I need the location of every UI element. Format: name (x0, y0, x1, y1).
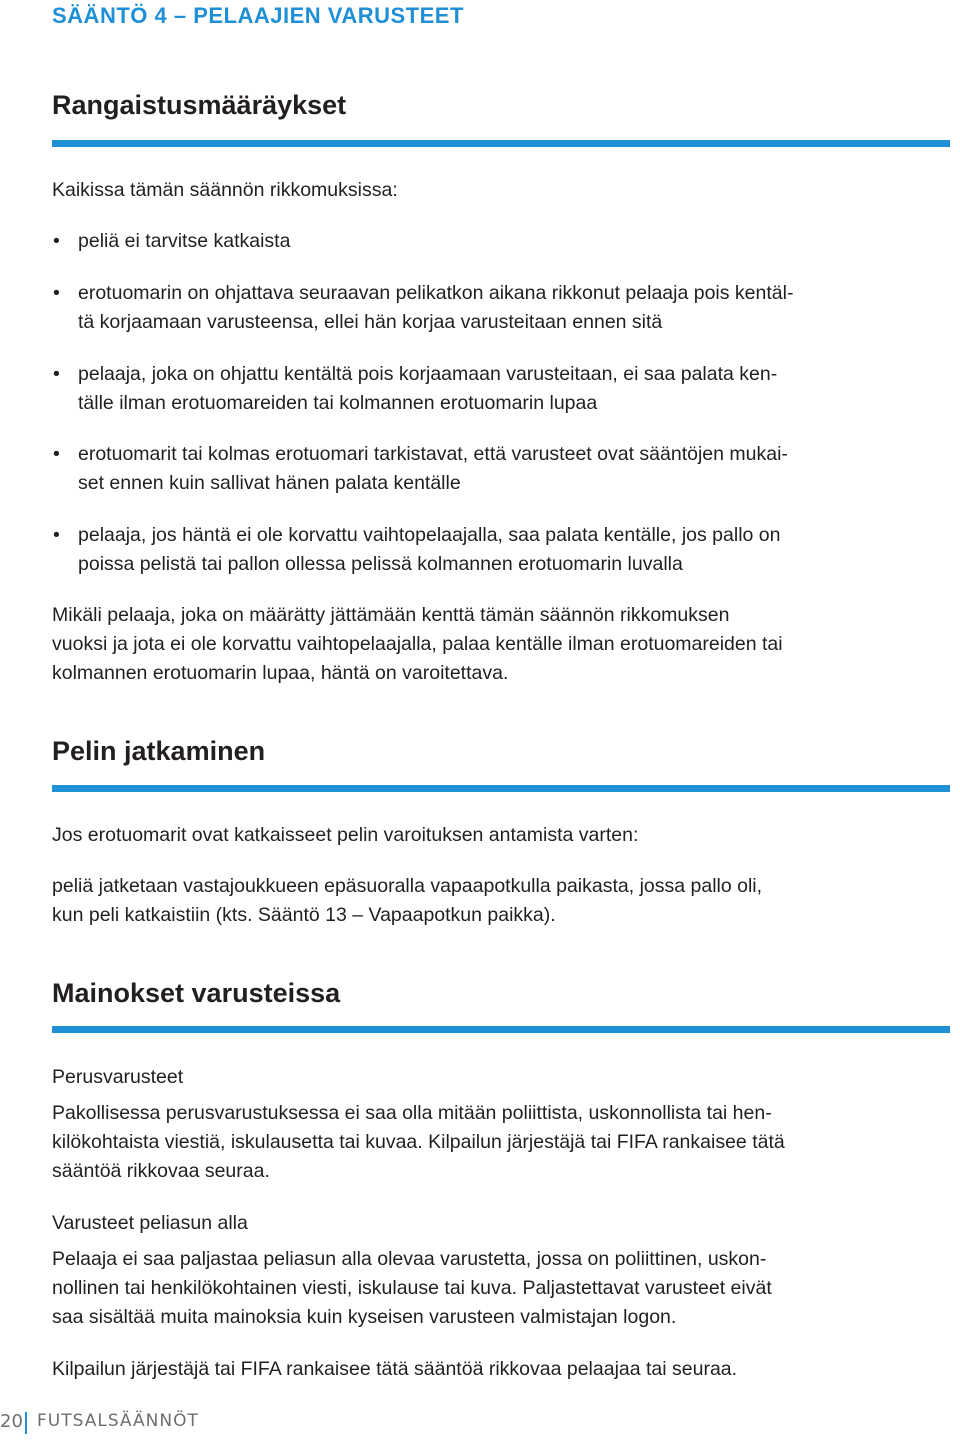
bullet-marker: • (53, 524, 60, 546)
bullet-marker: • (53, 282, 60, 304)
footer-label: FUTSALSÄÄNNÖT (37, 1411, 199, 1431)
list-item-line: tä korjaamaan varusteensa, ellei hän korjaa varusteitaan ennen sitä (78, 311, 663, 333)
subheading-varusteet-peliasun-alla: Varusteet peliasun alla (52, 1212, 248, 1234)
paragraph-line: peliä jatketaan vastajoukkueen epäsuoralla vapaapotkulla paikasta, jossa pallo oli, (52, 875, 763, 897)
paragraph-line: saa sisältää muita mainoksia kuin kyseisen varusteen valmistajan logon. (52, 1306, 677, 1328)
heading-mainokset-varusteissa: Mainokset varusteissa (52, 978, 341, 1008)
list-item-line: pelaaja, joka on ohjattu kentältä pois korjaamaan varusteitaan, ei saa palata ken- (78, 363, 778, 385)
list-item-line: tälle ilman erotuomareiden tai kolmannen erotuomarin lupaa (78, 392, 598, 414)
chapter-title: SÄÄNTÖ 4 – PELAAJIEN VARUSTEET (52, 3, 464, 28)
paragraph-line: Mikäli pelaaja, joka on määrätty jättämään kenttä tämän säännön rikkomuksen (52, 604, 730, 626)
paragraph-line: kolmannen erotuomarin lupaa, häntä on varoitettava. (52, 662, 509, 684)
paragraph-intro: Kaikissa tämän säännön rikkomuksissa: (52, 179, 398, 201)
list-item-line: erotuomarit tai kolmas erotuomari tarkistavat, että varusteet ovat sääntöjen mukai- (78, 443, 788, 465)
page-number: 20 (0, 1411, 23, 1432)
paragraph-line: kun peli katkaistiin (kts. Sääntö 13 – Vapaapotkun paikka). (52, 904, 556, 926)
paragraph-line: sääntöä rikkovaa seuraa. (52, 1160, 270, 1182)
heading-pelin-jatkaminen: Pelin jatkaminen (52, 736, 266, 766)
list-item: peliä ei tarvitse katkaista (78, 230, 291, 252)
footer-divider (25, 1412, 27, 1434)
subheading-perusvarusteet: Perusvarusteet (52, 1066, 184, 1088)
list-item-line: set ennen kuin sallivat hänen palata kentälle (78, 472, 461, 494)
bullet-marker: • (53, 443, 60, 465)
heading-rule (52, 140, 950, 147)
list-item-line: pelaaja, jos häntä ei ole korvattu vaihtopelaajalla, saa palata kentälle, jos pallo on (78, 524, 781, 546)
paragraph-line: kilökohtaista viestiä, iskulausetta tai kuvaa. Kilpailun järjestäjä tai FIFA rankaisee tätä (52, 1131, 785, 1153)
paragraph-line: nollinen tai henkilökohtainen viesti, iskulause tai kuva. Paljastettavat varusteet eivät (52, 1277, 772, 1299)
bullet-marker: • (53, 363, 60, 385)
heading-rule (52, 785, 950, 792)
list-item-line: poissa pelistä tai pallon ollessa pelissä kolmannen erotuomarin luvalla (78, 553, 683, 575)
list-item-line: erotuomarin on ohjattava seuraavan pelikatkon aikana rikkonut pelaaja pois kentäl- (78, 282, 794, 304)
paragraph-line: Pakollisessa perusvarustuksessa ei saa olla mitään poliittista, uskonnollista tai hen- (52, 1102, 772, 1124)
paragraph-final: Kilpailun järjestäjä tai FIFA rankaisee tätä sääntöä rikkovaa pelaajaa tai seuraa. (52, 1358, 738, 1380)
paragraph-line: vuoksi ja jota ei ole korvattu vaihtopelaajalla, palaa kentälle ilman erotuomareiden tai (52, 633, 783, 655)
heading-rule (52, 1026, 950, 1033)
bullet-marker: • (53, 230, 60, 252)
heading-rangaistusmaaraykset: Rangaistusmääräykset (52, 90, 347, 120)
paragraph-intro: Jos erotuomarit ovat katkaisseet pelin varoituksen antamista varten: (52, 824, 639, 846)
paragraph-line: Pelaaja ei saa paljastaa peliasun alla olevaa varustetta, jossa on poliittinen, uskon- (52, 1248, 767, 1270)
